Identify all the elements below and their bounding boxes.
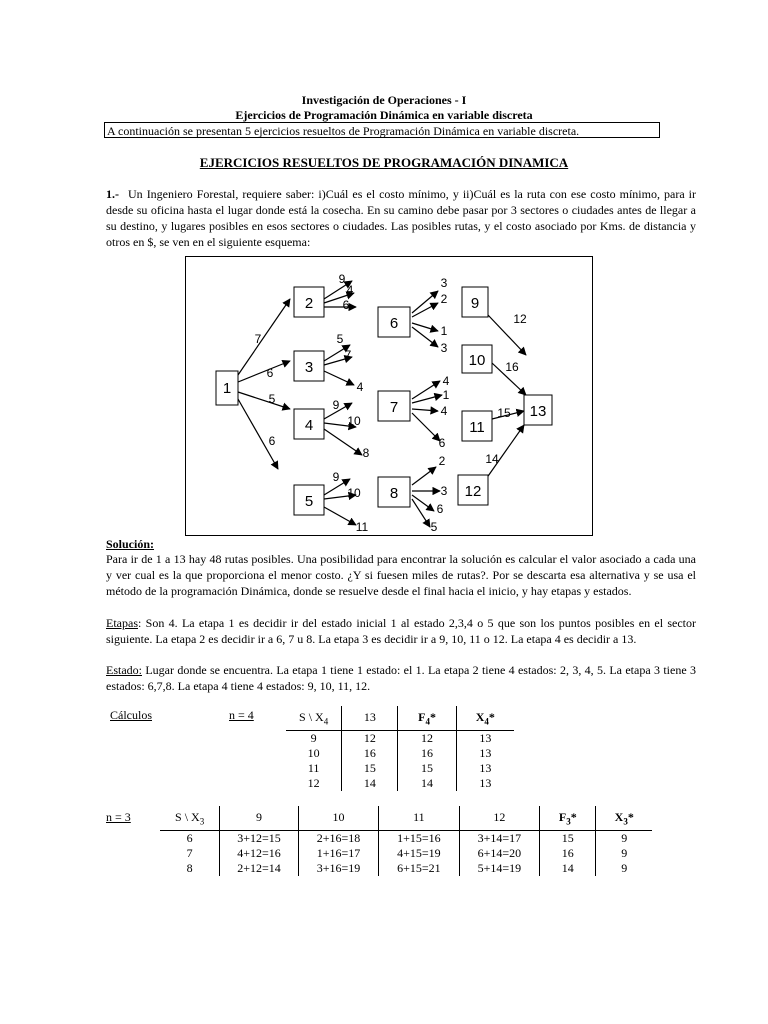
table-n4-header-x: $X_4*$: [456, 706, 514, 730]
estado-text: Lugar donde se encuentra. La etapa 1 tiene 1 estado: el 1. La etapa 2 tiene 4 estados: 2, 3, 4, 5. La etapa 3 tiene 3 estados: 6,7,8. La etapa 4 tiene 4 estados: 9, 10, 11, 12.: [106, 663, 696, 693]
section-title: EJERCICIOS RESUELTOS DE PROGRAMACIÓN DINAMICA: [199, 155, 569, 170]
svg-text:10: 10: [347, 414, 361, 428]
n3-label: n = 3: [106, 810, 131, 824]
node-6: [378, 307, 410, 337]
svg-text:4: 4: [442, 374, 450, 388]
svg-text:1: 1: [222, 380, 232, 397]
calc-label: Cálculos: [110, 708, 152, 722]
doc-title: Investigación de Operaciones - I: [301, 93, 467, 107]
table-row: 11 15 15 13: [286, 761, 514, 776]
svg-text:2: 2: [304, 295, 314, 312]
svg-text:6: 6: [266, 366, 274, 380]
node-11: [462, 411, 492, 441]
solution-paragraph: Para ir de 1 a 13 hay 48 rutas posibles. Una posibilidad para encontrar la solución es calcular el valor asociado a cada una y ver cual es la que proporciona el menor costo. ¿Y si fuesen miles de rutas?. Por se descarta esa alternativa y se usa el método de la programación Dinámica, donde se resuelve desde el final hacia el inicio, y hay etapas y estados.: [106, 552, 696, 598]
svg-text:10: 10: [468, 352, 486, 369]
svg-text:13: 13: [529, 403, 547, 420]
svg-text:6: 6: [389, 315, 399, 332]
svg-text:4: 4: [356, 380, 364, 394]
table-n3-header-11: 11: [379, 806, 459, 830]
svg-text:8: 8: [362, 446, 370, 460]
svg-text:1: 1: [442, 388, 450, 402]
svg-text:5: 5: [336, 332, 344, 346]
table-n3-header-x: $X_3*$: [596, 806, 652, 830]
table-row: 9 12 12 13: [286, 730, 514, 746]
problem-number: 1.-: [106, 187, 119, 201]
problem-1-statement: [106, 186, 696, 250]
svg-text:6: 6: [436, 502, 444, 516]
table-row: 12 14 14 13: [286, 776, 514, 791]
svg-text:6: 6: [438, 436, 446, 450]
svg-text:8: 8: [389, 485, 399, 502]
table-n3-header-10: 10: [298, 806, 378, 830]
n4-label: n = 4: [229, 708, 254, 722]
svg-text:15: 15: [497, 406, 511, 420]
svg-text:11: 11: [469, 419, 485, 436]
svg-text:4: 4: [304, 417, 314, 434]
svg-text:12: 12: [464, 483, 482, 500]
doc-subtitle: Ejercicios de Programación Dinámica en variable discreta: [235, 108, 533, 122]
svg-text:9: 9: [338, 272, 346, 286]
svg-text:6: 6: [268, 434, 276, 448]
svg-text:9: 9: [332, 398, 340, 412]
problem-text: Un Ingeniero Forestal, requiere saber: i)Cuál es el costo mínimo, y ii)Cuál es la ruta con ese costo mínimo, para ir desde su oficina hasta el lugar donde está la cosecha. En su camino debe pasar por 3 sectores o ciudades antes de llegar a su destino, y lugares posibles en esos sectores o ciudades. Las posibles rutas, y el costo asociado por Kms. de distancia y otros en $, se ven en el siguiente esquema:: [106, 187, 696, 249]
svg-text:10: 10: [347, 486, 361, 500]
estado-paragraph: [106, 662, 696, 694]
node-12: [458, 475, 488, 505]
svg-text:5: 5: [304, 493, 314, 510]
table-n4-header-state: S \ $X_4$: [286, 706, 342, 730]
svg-text:16: 16: [505, 360, 519, 374]
svg-text:5: 5: [268, 392, 276, 406]
solution-title: Solución:: [106, 537, 155, 551]
node-7: [378, 391, 410, 421]
table-row: 6 3+12=15 2+16=18 1+15=16 3+14=17 15 9: [160, 830, 652, 846]
svg-text:4: 4: [346, 283, 354, 297]
network-diagram: [185, 256, 593, 536]
svg-text:14: 14: [485, 452, 499, 466]
svg-text:12: 12: [513, 312, 527, 326]
svg-text:2: 2: [440, 292, 448, 306]
node-4: [294, 409, 324, 439]
svg-text:9: 9: [470, 295, 480, 312]
node-1: [216, 371, 238, 405]
table-n4-header-13: 13: [342, 706, 398, 730]
svg-text:4: 4: [440, 404, 448, 418]
svg-text:7: 7: [344, 348, 352, 362]
node-5: [294, 485, 324, 515]
svg-text:3: 3: [304, 359, 314, 376]
table-n3-header-state: S \ $X_3$: [160, 806, 220, 830]
svg-text:3: 3: [440, 341, 448, 355]
etapas-paragraph: [106, 615, 696, 647]
svg-text:2: 2: [438, 454, 446, 468]
node-2: [294, 287, 324, 317]
etapas-text: : Son 4. La etapa 1 es decidir ir del estado inicial 1 al estado 2,3,4 o 5 que son los puntos posibles en el sector siguiente. La etapa 2 es decidir ir a 6, 7 u 8. La etapa 3 es decidir ir a 9, 10, 11 o 12. La etapa 4 es decidir a 13.: [106, 616, 696, 646]
table-n3-header-12: 12: [459, 806, 539, 830]
svg-text:7: 7: [254, 332, 262, 346]
table-row: 8 2+12=14 3+16=19 6+15=21 5+14=19 14 9: [160, 861, 652, 876]
svg-text:6: 6: [342, 298, 350, 312]
svg-text:3: 3: [440, 276, 448, 290]
svg-text:5: 5: [430, 520, 438, 534]
table-row: 10 16 16 13: [286, 746, 514, 761]
intro-box: A continuación se presentan 5 ejercicios resueltos de Programación Dinámica en variable discreta.: [104, 122, 660, 138]
table-row: 7 4+12=16 1+16=17 4+15=19 6+14=20 16 9: [160, 846, 652, 861]
estado-label: Estado:: [106, 663, 142, 677]
svg-text:11: 11: [355, 520, 369, 534]
node-8: [378, 477, 410, 507]
table-n3-header-f: $F_3*$: [540, 806, 596, 830]
node-10: [462, 345, 492, 373]
node-3: [294, 351, 324, 381]
table-n4-header-f: $F_4*$: [398, 706, 456, 730]
table-n3: [160, 806, 652, 876]
svg-text:9: 9: [332, 470, 340, 484]
node-13: [524, 395, 552, 425]
svg-text:7: 7: [389, 399, 399, 416]
node-9: [462, 287, 488, 317]
svg-text:3: 3: [440, 484, 448, 498]
network-svg: [186, 257, 592, 535]
etapas-label: Etapas: [106, 616, 138, 630]
table-n3-header-9: 9: [220, 806, 298, 830]
svg-text:1: 1: [440, 324, 448, 338]
table-n4: [286, 706, 514, 791]
